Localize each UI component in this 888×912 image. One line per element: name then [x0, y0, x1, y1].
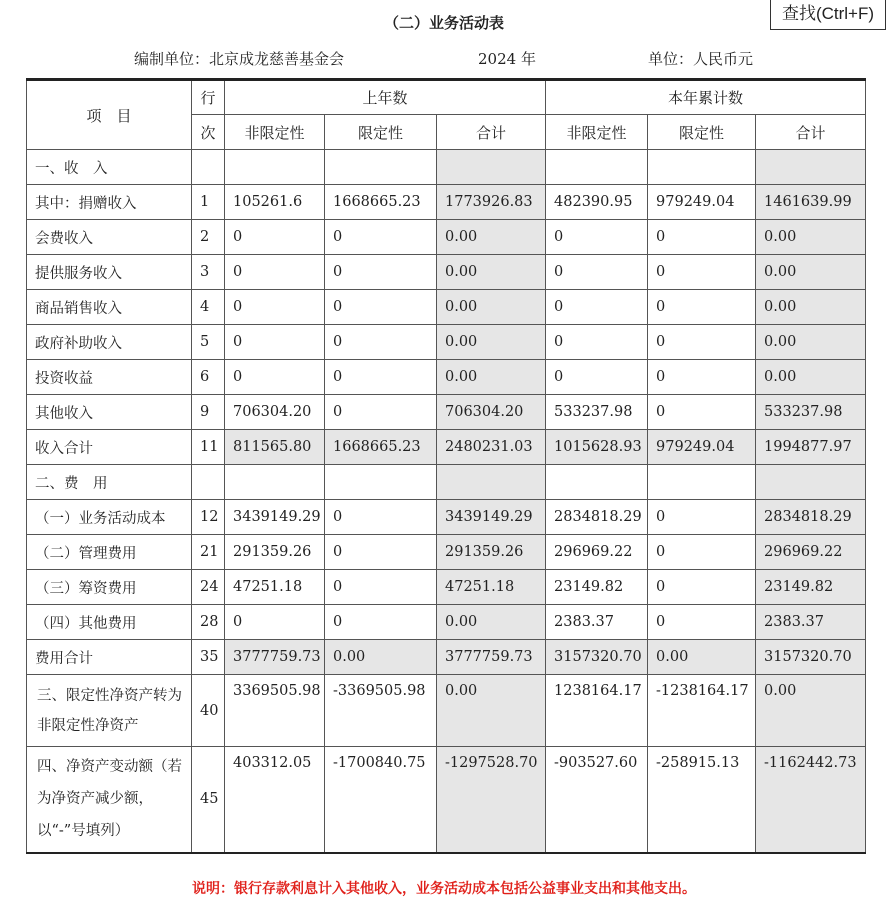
table-row	[27, 220, 866, 255]
row-line-number: 21	[192, 535, 225, 570]
row-label: 费用合计	[27, 640, 192, 675]
row-value: 0	[325, 325, 437, 360]
header-line-bottom: 次	[192, 115, 225, 150]
row-value: 533237.98	[756, 395, 866, 430]
row-value: 0.00	[756, 360, 866, 395]
row-value: 3439149.29	[225, 500, 325, 535]
row-line-number: 40	[192, 675, 225, 747]
table-row	[27, 290, 866, 325]
row-value: 0	[325, 500, 437, 535]
row-value: 706304.20	[437, 395, 546, 430]
table-row	[27, 150, 866, 185]
header-total: 合计	[756, 115, 866, 150]
row-value: 0	[325, 360, 437, 395]
row-value: 3777759.73	[437, 640, 546, 675]
row-value: 0	[225, 325, 325, 360]
row-value: 0	[648, 290, 756, 325]
row-line-number: 6	[192, 360, 225, 395]
row-value: 0	[648, 570, 756, 605]
row-value	[756, 150, 866, 185]
row-value: 3157320.70	[756, 640, 866, 675]
row-value: -1700840.75	[325, 747, 437, 853]
row-value: 0	[225, 605, 325, 640]
row-value	[546, 465, 648, 500]
header-curr-year: 本年累计数	[546, 80, 866, 115]
row-value: 0.00	[325, 640, 437, 675]
header-unrestricted: 非限定性	[546, 115, 648, 150]
page-title: （二）业务活动表	[383, 14, 504, 32]
row-value: 482390.95	[546, 185, 648, 220]
row-value: -3369505.98	[325, 675, 437, 747]
find-button[interactable]: 查找(Ctrl+F)	[770, 0, 886, 30]
row-value: 0	[325, 395, 437, 430]
row-value: 0	[225, 290, 325, 325]
header-line-top: 行	[192, 80, 225, 115]
row-value: -1162442.73	[756, 747, 866, 853]
row-value: 3439149.29	[437, 500, 546, 535]
row-value: 811565.80	[225, 430, 325, 465]
row-value: 0	[546, 220, 648, 255]
row-value	[325, 465, 437, 500]
row-value: 0	[325, 220, 437, 255]
row-value: 296969.22	[756, 535, 866, 570]
header-restricted: 限定性	[648, 115, 756, 150]
row-value: 0	[325, 255, 437, 290]
row-value	[437, 465, 546, 500]
row-value	[546, 150, 648, 185]
row-value: 3157320.70	[546, 640, 648, 675]
table-row	[27, 325, 866, 360]
row-value: 0.00	[756, 675, 866, 747]
row-value: 3777759.73	[225, 640, 325, 675]
row-label: 收入合计	[27, 430, 192, 465]
row-value: 0	[546, 325, 648, 360]
row-value: 291359.26	[437, 535, 546, 570]
row-value: 0.00	[437, 605, 546, 640]
table-row	[27, 465, 866, 500]
activity-table	[26, 78, 866, 854]
row-value: 0	[325, 290, 437, 325]
row-value: 1668665.23	[325, 430, 437, 465]
row-value: 0	[648, 605, 756, 640]
row-value: 533237.98	[546, 395, 648, 430]
table-row	[27, 255, 866, 290]
row-value: 979249.04	[648, 430, 756, 465]
row-line-number: 11	[192, 430, 225, 465]
currency-unit: 单位：人民币元	[648, 50, 754, 68]
row-value	[225, 465, 325, 500]
row-value: 0.00	[437, 290, 546, 325]
row-value: 0	[546, 290, 648, 325]
row-label: 其他收入	[27, 395, 192, 430]
row-value	[225, 150, 325, 185]
row-value: 0	[648, 325, 756, 360]
row-line-number: 2	[192, 220, 225, 255]
table-row	[27, 535, 866, 570]
row-value: 1994877.97	[756, 430, 866, 465]
row-value: -1238164.17	[648, 675, 756, 747]
row-value: 2480231.03	[437, 430, 546, 465]
row-line-number	[192, 465, 225, 500]
row-value: 0.00	[437, 675, 546, 747]
row-value: 0.00	[756, 220, 866, 255]
row-line-number: 1	[192, 185, 225, 220]
row-label: 会费收入	[27, 220, 192, 255]
row-value: 23149.82	[546, 570, 648, 605]
row-value: 0	[225, 360, 325, 395]
row-value: 0.00	[437, 220, 546, 255]
row-line-number: 12	[192, 500, 225, 535]
row-label: 投资收益	[27, 360, 192, 395]
row-label: 商品销售收入	[27, 290, 192, 325]
row-value: 0.00	[756, 255, 866, 290]
row-label: 二、费 用	[27, 465, 192, 500]
row-label: 四、净资产变动额（若为净资产减少额，以“-”号填列）	[27, 747, 192, 853]
row-label: 三、限定性净资产转为非限定性净资产	[27, 675, 192, 747]
row-value	[756, 465, 866, 500]
row-value: -258915.13	[648, 747, 756, 853]
row-line-number: 45	[192, 747, 225, 853]
row-line-number: 9	[192, 395, 225, 430]
row-line-number: 28	[192, 605, 225, 640]
row-value: 2834818.29	[756, 500, 866, 535]
row-value: 0	[648, 500, 756, 535]
row-value: 2383.37	[756, 605, 866, 640]
row-value	[437, 150, 546, 185]
table-row	[27, 395, 866, 430]
row-value: 0	[325, 570, 437, 605]
row-value: -1297528.70	[437, 747, 546, 853]
row-value: 291359.26	[225, 535, 325, 570]
row-value	[325, 150, 437, 185]
header-unrestricted: 非限定性	[225, 115, 325, 150]
row-value: 105261.6	[225, 185, 325, 220]
table-row	[27, 570, 866, 605]
row-value: 0.00	[648, 640, 756, 675]
row-value: 2834818.29	[546, 500, 648, 535]
row-value: 403312.05	[225, 747, 325, 853]
row-label: （一）业务活动成本	[27, 500, 192, 535]
row-line-number: 35	[192, 640, 225, 675]
row-label: 其中：捐赠收入	[27, 185, 192, 220]
row-value: 0	[648, 360, 756, 395]
row-value: 0.00	[756, 290, 866, 325]
row-value: 1015628.93	[546, 430, 648, 465]
row-value: 0	[225, 220, 325, 255]
table-row	[27, 360, 866, 395]
row-value: 0.00	[756, 325, 866, 360]
row-value: 0	[546, 360, 648, 395]
footnote: 说明：银行存款利息计入其他收入，业务活动成本包括公益事业支出和其他支出。	[192, 881, 696, 897]
row-label: 提供服务收入	[27, 255, 192, 290]
row-value: 3369505.98	[225, 675, 325, 747]
header-row	[27, 80, 866, 115]
row-line-number: 4	[192, 290, 225, 325]
row-value: 0.00	[437, 325, 546, 360]
header-prev-year: 上年数	[225, 80, 546, 115]
table-row	[27, 640, 866, 675]
row-value: 1461639.99	[756, 185, 866, 220]
table-row	[27, 185, 866, 220]
header-item: 项 目	[27, 80, 192, 150]
row-value: 0	[648, 535, 756, 570]
row-value: 706304.20	[225, 395, 325, 430]
row-value: 2383.37	[546, 605, 648, 640]
row-value: 0	[225, 255, 325, 290]
report-year: 2024 年	[478, 50, 536, 68]
row-label: 一、收 入	[27, 150, 192, 185]
row-value: 1238164.17	[546, 675, 648, 747]
row-label: 政府补助收入	[27, 325, 192, 360]
row-value: 0.00	[437, 255, 546, 290]
row-value: 296969.22	[546, 535, 648, 570]
row-label: （四）其他费用	[27, 605, 192, 640]
row-value: 1668665.23	[325, 185, 437, 220]
row-value: 1773926.83	[437, 185, 546, 220]
row-line-number: 24	[192, 570, 225, 605]
row-line-number: 5	[192, 325, 225, 360]
row-value: 0.00	[437, 360, 546, 395]
table-row	[27, 500, 866, 535]
header-total: 合计	[437, 115, 546, 150]
row-value: 0	[546, 255, 648, 290]
table-row	[27, 747, 866, 853]
row-line-number: 3	[192, 255, 225, 290]
row-value: 0	[648, 395, 756, 430]
table-row	[27, 430, 866, 465]
table-row	[27, 605, 866, 640]
header-restricted: 限定性	[325, 115, 437, 150]
row-value: 47251.18	[437, 570, 546, 605]
row-value	[648, 465, 756, 500]
row-value: 0	[325, 535, 437, 570]
row-value	[648, 150, 756, 185]
row-value: 0	[648, 220, 756, 255]
table-row	[27, 675, 866, 747]
row-value: 979249.04	[648, 185, 756, 220]
row-label: （二）管理费用	[27, 535, 192, 570]
preparing-unit: 编制单位：北京成龙慈善基金会	[134, 50, 345, 68]
row-value: 0	[325, 605, 437, 640]
row-line-number	[192, 150, 225, 185]
row-value: 23149.82	[756, 570, 866, 605]
row-value: 47251.18	[225, 570, 325, 605]
row-value: 0	[648, 255, 756, 290]
row-label: （三）筹资费用	[27, 570, 192, 605]
row-value: -903527.60	[546, 747, 648, 853]
